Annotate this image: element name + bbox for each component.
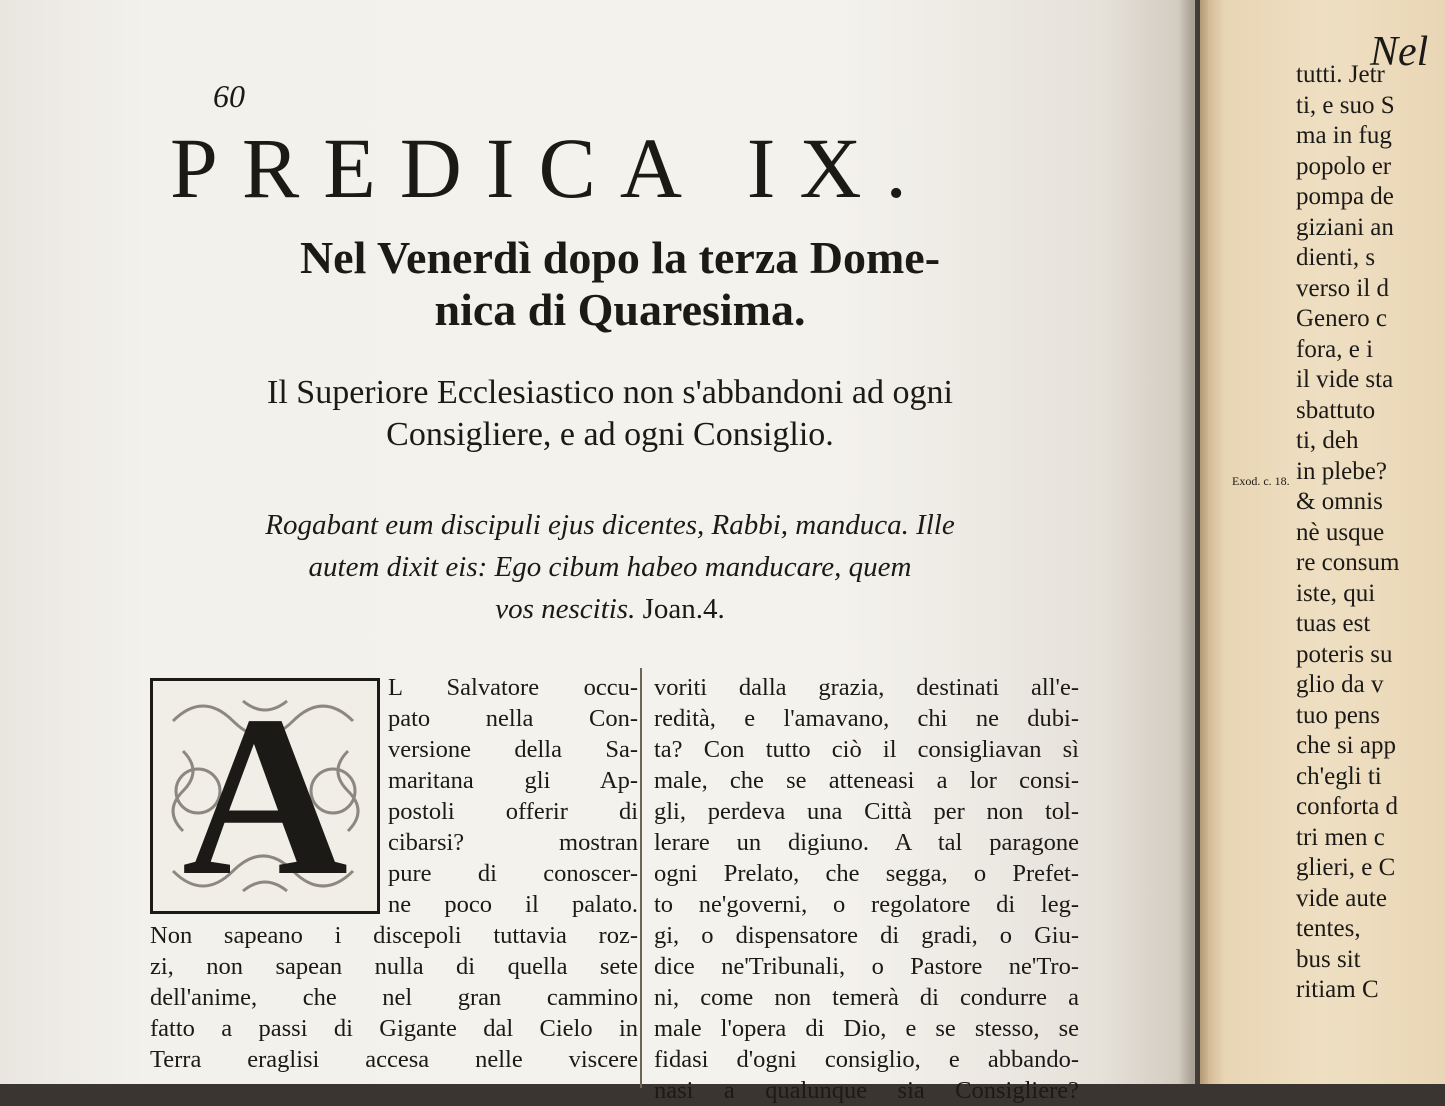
text-line: L Salvatore occu- — [388, 674, 638, 701]
text-line: glio da v — [1296, 671, 1384, 698]
text-line: popolo er — [1296, 152, 1392, 180]
text-line: maritana gli Ap- — [388, 767, 638, 794]
drop-cap-letter: A — [181, 668, 349, 923]
text-line: ne poco il palato. — [388, 891, 638, 918]
text-line: gli, perdeva una Città per non tol- — [654, 798, 1079, 825]
text-line: ti, deh — [1296, 427, 1359, 454]
text-line: il vide sta — [1296, 366, 1394, 393]
margin-note: Exod. c. 18. — [1232, 474, 1290, 488]
text-line: postoli offerir di — [388, 798, 638, 825]
text-line: lerare un digiuno. A tal paragone — [654, 829, 1079, 856]
text-line: tuo pens — [1296, 701, 1381, 729]
text-line: nasi a qualunque sia Consigliere? — [654, 1077, 1079, 1104]
text-line: Non sapeano i discepoli tuttavia roz- — [150, 922, 638, 949]
text-line: tuas est — [1296, 610, 1371, 637]
text-line: giziani an — [1296, 213, 1394, 241]
text-line: ogni Prelato, che segga, o Prefet- — [654, 860, 1079, 887]
running-head: Nel — [1370, 29, 1429, 75]
text-line: pato nella Con- — [388, 705, 638, 732]
text-line: gi, o dispensatore di gradi, o Giu- — [654, 922, 1079, 949]
text-line: male l'opera di Dio, e se stesso, se — [654, 1015, 1079, 1042]
text-line: & omnis — [1296, 488, 1383, 515]
epigraph-last-line — [150, 588, 1070, 630]
text-line: fatto a passi di Gigante dal Cielo in — [150, 1015, 638, 1042]
text-line: dice ne'Tribunali, o Pastore ne'Tro- — [654, 953, 1079, 980]
text-column-left — [150, 668, 638, 1075]
text-line: Terra eraglisi accesa nelle viscere — [150, 1046, 638, 1073]
text-line: re consum — [1296, 549, 1400, 576]
text-line: poteris su — [1296, 640, 1393, 668]
subtitle-line: Nel Venerdì dopo la terza Dome- — [299, 232, 941, 283]
text-line: verso il d — [1296, 274, 1390, 302]
text-line: glieri, e C — [1296, 854, 1396, 881]
text-line: che si app — [1296, 732, 1396, 759]
scripture-epigraph — [150, 504, 1070, 630]
text-line: cibarsi? mostran — [388, 829, 638, 856]
text-line: sbattuto — [1296, 396, 1376, 424]
text-line: voriti dalla grazia, destinati all'e- — [654, 674, 1079, 701]
topic-line: Il Superiore Ecclesiastico non s'abbandoni ad ogni — [267, 374, 953, 411]
text-line: versione della Sa- — [388, 736, 638, 763]
sermon-heading: PREDICA IX. — [170, 120, 931, 216]
right-page — [1200, 0, 1445, 1084]
text-line: ritiam C — [1296, 976, 1379, 1003]
text-line: fora, e i — [1296, 335, 1374, 363]
text-line: pompa de — [1296, 183, 1394, 210]
subtitle-line: nica di Quaresima. — [434, 284, 806, 335]
text-line: iste, qui — [1296, 579, 1376, 607]
text-line: pure di conoscer- — [388, 860, 638, 887]
text-line: ma in fug — [1296, 122, 1392, 149]
text-line: ti, e suo S — [1296, 91, 1395, 119]
text-line: to ne'governi, o regolatore di leg- — [654, 891, 1079, 918]
epigraph-line: Rogabant eum discipuli ejus dicentes, Rabbi, manduca. Ille — [265, 509, 955, 541]
text-line: Genero c — [1296, 305, 1387, 332]
column-divider — [640, 668, 642, 1088]
text-line: zi, non sapean nulla di quella sete — [150, 953, 638, 980]
text-line: conforta d — [1296, 793, 1399, 820]
ornamental-drop-cap — [150, 668, 380, 923]
text-line: tri men c — [1296, 823, 1385, 851]
text-line: male, che se atteneasi a lor consi- — [654, 767, 1079, 794]
text-line: ch'egli ti — [1296, 762, 1382, 790]
epigraph-line: autem dixit eis: Ego cibum habeo manducare, quem — [308, 551, 912, 583]
book-gutter — [1178, 0, 1208, 1084]
text-line: redità, e l'amavano, chi ne dubi- — [654, 705, 1079, 732]
text-line: bus sit — [1296, 945, 1361, 973]
text-line: in plebe? — [1296, 457, 1387, 485]
text-line: tutti. Jetr — [1296, 61, 1385, 88]
text-line: vide aute — [1296, 884, 1387, 912]
sermon-topic — [150, 372, 1070, 456]
text-line: ta? Con tutto ciò il consigliavan sì — [654, 736, 1079, 763]
right-page-text — [1296, 60, 1399, 1006]
text-column-right — [654, 672, 1079, 1106]
epigraph-line: vos nescitis. — [495, 593, 636, 625]
sermon-subtitle — [160, 232, 1080, 336]
page-number: 60 — [213, 78, 245, 114]
scripture-reference: Joan.4. — [642, 593, 725, 625]
topic-line: Consigliere, e ad ogni Consiglio. — [386, 416, 834, 453]
text-line: tentes, — [1296, 915, 1361, 942]
text-line: dell'anime, che nel gran cammino — [150, 984, 638, 1011]
text-line: ni, come non temerà di condurre a — [654, 984, 1079, 1011]
text-line: dienti, s — [1296, 244, 1376, 271]
text-line: fidasi d'ogni consiglio, e abbando- — [654, 1046, 1079, 1073]
text-line: nè usque — [1296, 518, 1385, 546]
